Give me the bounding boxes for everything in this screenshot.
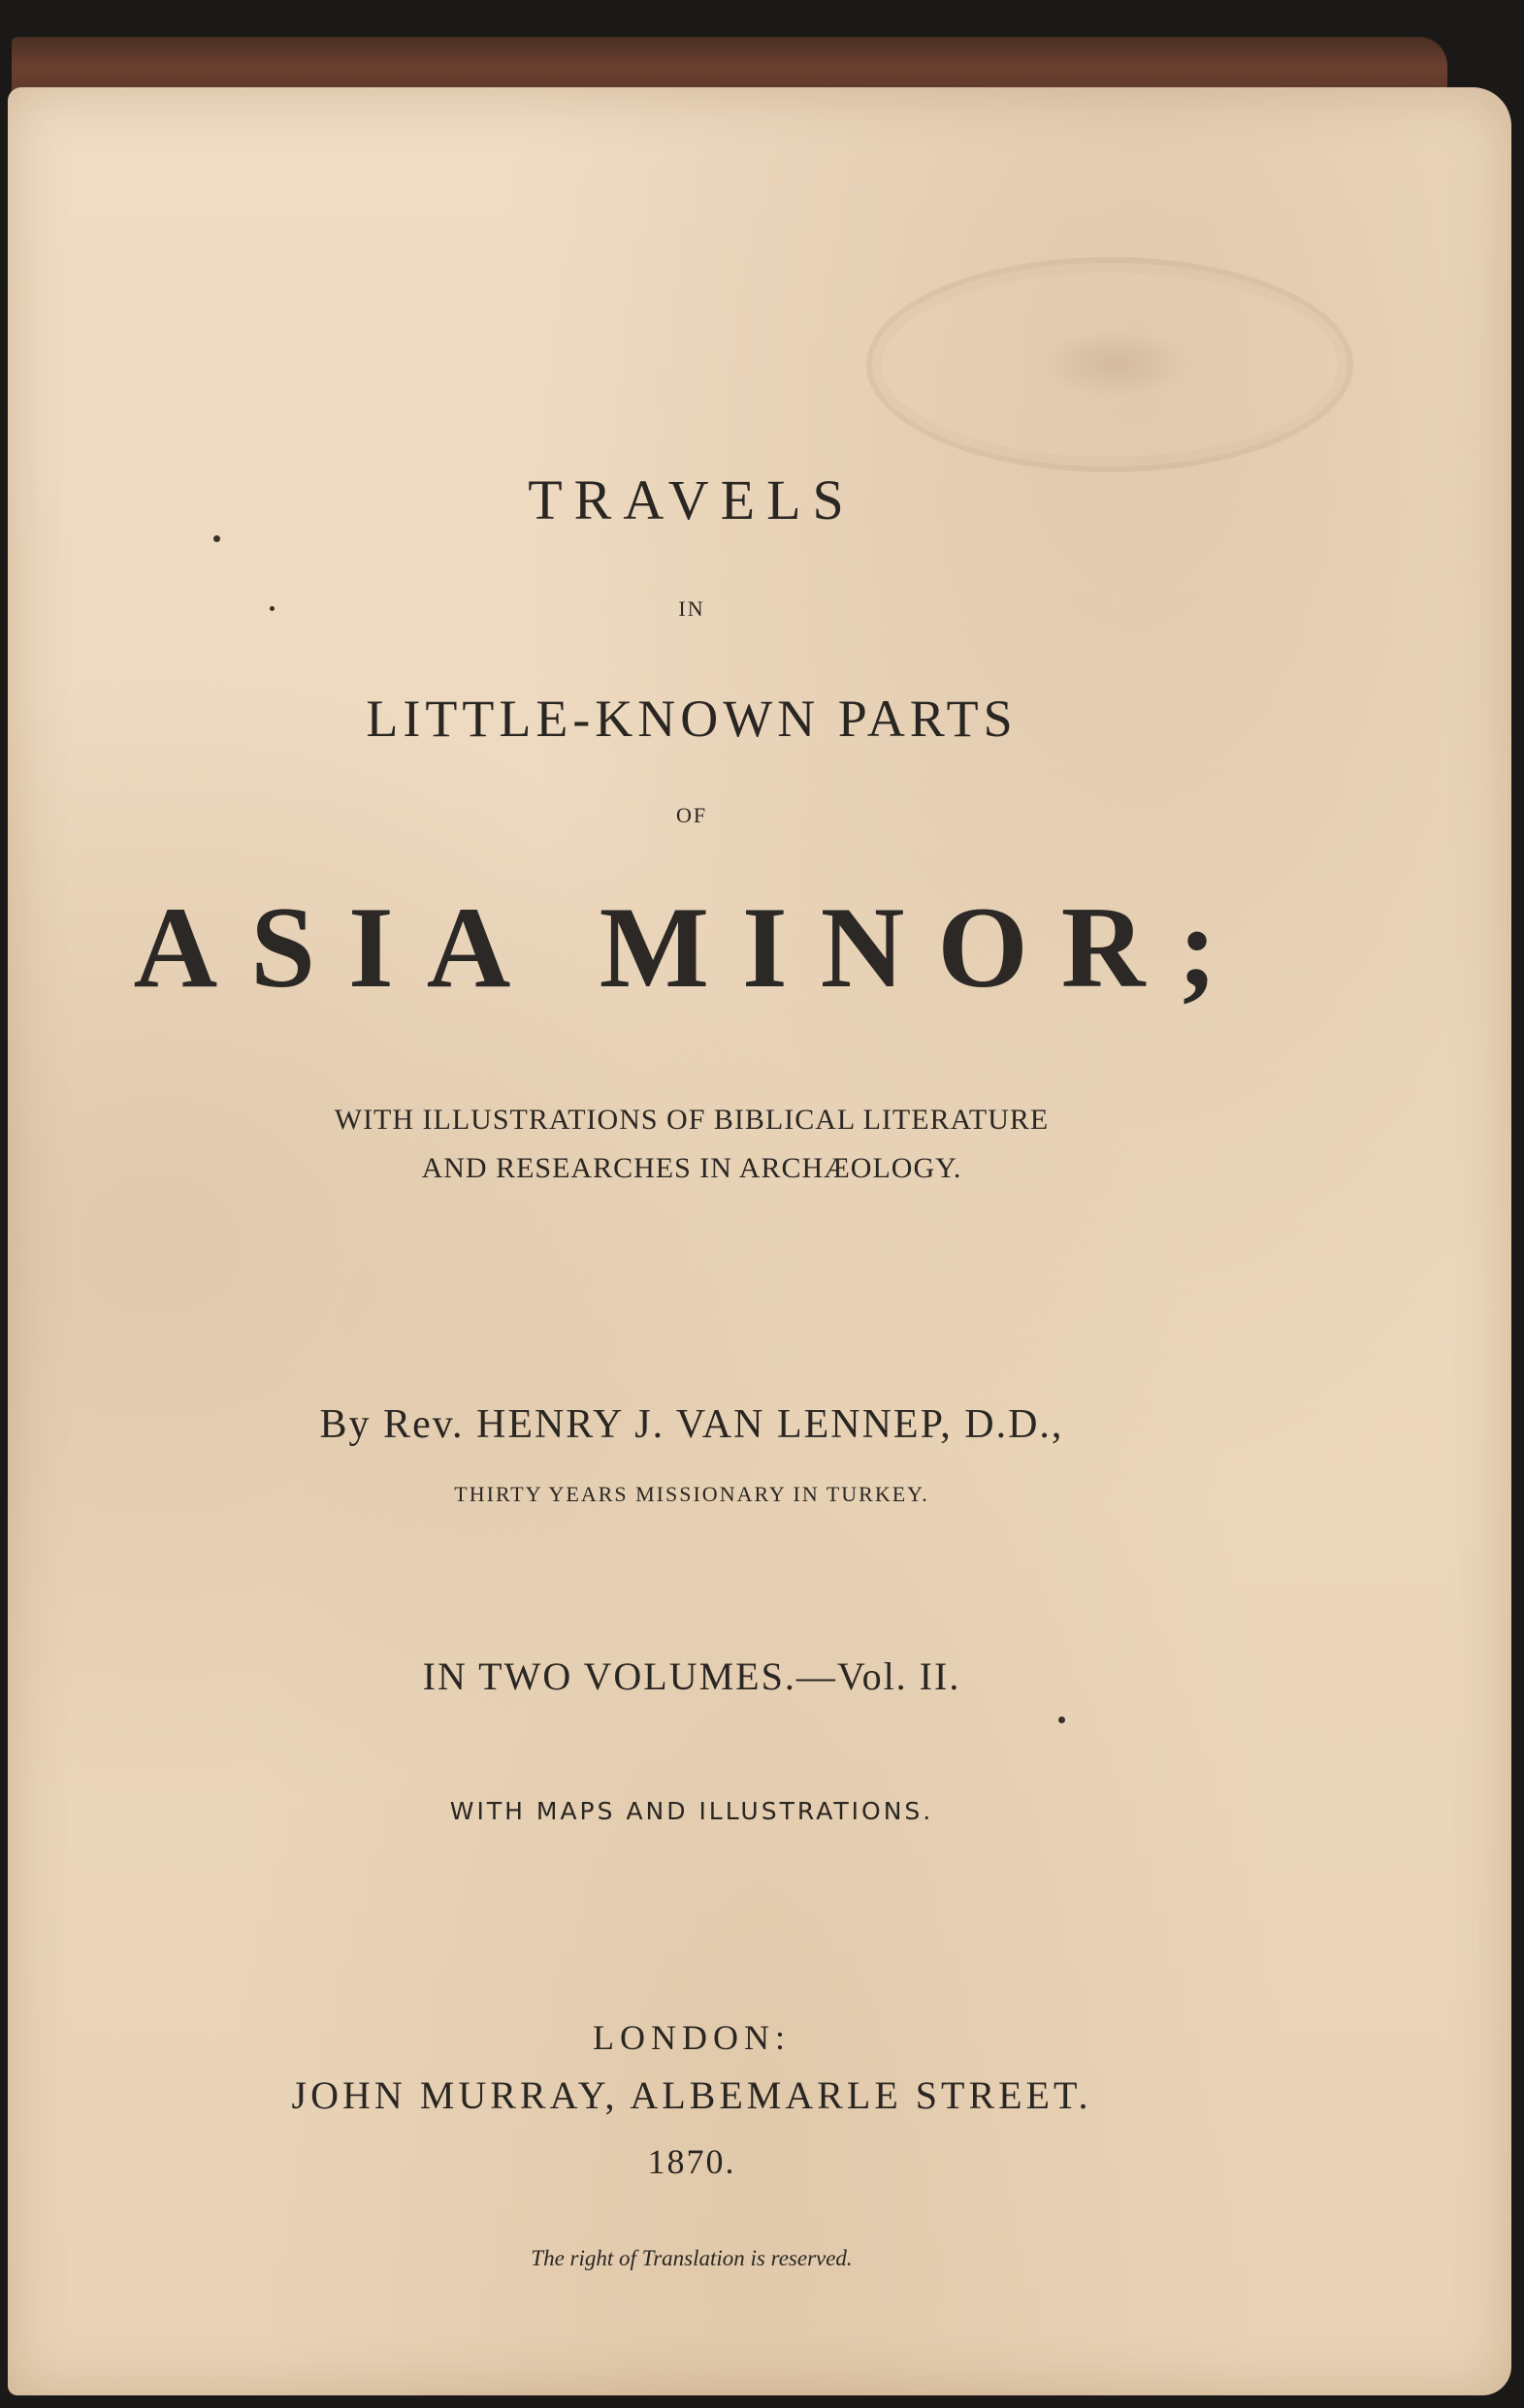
paper-speck [1058,1717,1065,1723]
description-line-1: WITH ILLUSTRATIONS OF BIBLICAL LITERATURE [334,1104,1050,1136]
book-region-title: ASIA MINOR; [133,883,1250,1011]
title-connector-of: OF [675,803,708,827]
book-subtitle: LITTLE-KNOWN PARTS [366,690,1018,748]
illustrations-note: WITH MAPS AND ILLUSTRATIONS. [449,1797,934,1825]
publication-place: LONDON: [593,2018,791,2057]
title-connector-in: IN [678,596,705,621]
publisher-line: JOHN MURRAY, ALBEMARLE STREET. [291,2073,1092,2117]
library-stamp-mark [1036,330,1191,398]
rights-notice: The right of Translation is reserved. [531,2246,853,2270]
volume-line: IN TWO VOLUMES.—Vol. II. [422,1654,961,1698]
paper-speck [213,535,220,542]
publication-year: 1870. [647,2142,736,2181]
author-note: THIRTY YEARS MISSIONARY IN TURKEY. [454,1482,929,1506]
author-line: By Rev. HENRY J. VAN LENNEP, D.D., [319,1402,1064,1447]
description-line-2: AND RESEARCHES IN ARCHÆOLOGY. [421,1152,962,1184]
title-page [8,87,1511,2395]
paper-speck [270,606,275,611]
book-title: TRAVELS [528,468,856,531]
